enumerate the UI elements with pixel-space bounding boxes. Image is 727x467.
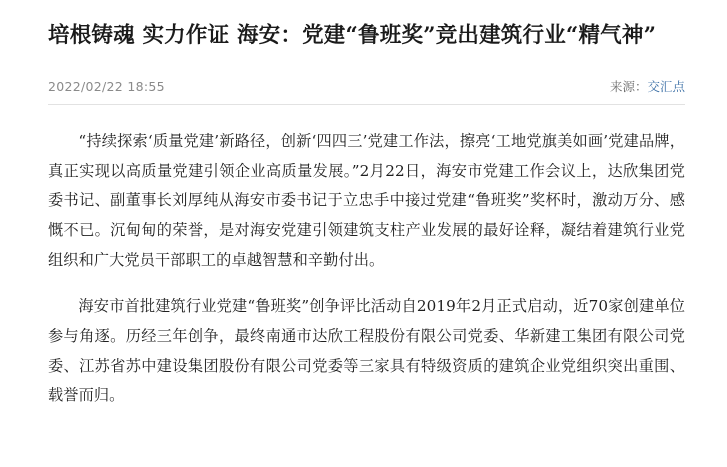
source-link[interactable]: 交汇点: [647, 79, 685, 95]
article-body: [48, 127, 685, 411]
source-label: 来源：: [609, 79, 648, 95]
paragraph: “持续探索‘质量党建’新路径，创新‘四四三’党建工作法，擦亮‘工地党旗美如画’党建品牌，真正实现以高质量党建引领企业高质量发展。”2月22日，海安市党建工作会议上，达欣集团党委书记、副董事长刘厚纯从海安市委书记于立忠手中接过党建“鲁班奖”奖杯时，激动万分、感慨不已。沉甸甸的荣誉，是对海安党建引领建筑支柱产业发展的最好诠释，凝结着建筑行业党组织和广大党员干部职工的卓越智慧和辛勤付出。: [48, 132, 685, 269]
source-info: [610, 77, 685, 95]
article-meta: [48, 77, 685, 105]
publish-date: 2022/02/22 18:55: [48, 78, 165, 94]
paragraph: 海安市首批建筑行业党建“鲁班奖”创争评比活动自2019年2月正式启动，近70家创建单位参与角逐。历经三年创争，最终南通市达欣工程股份有限公司党委、华新建工集团有限公司党委、江苏省苏中建设集团股份有限公司党委等三家具有特级资质的建筑企业党组织突出重围、载誉而归。: [48, 297, 685, 405]
page-title: 培根铸魂 实力作证 海安：党建“鲁班奖”竞出建筑行业“精气神”: [48, 23, 657, 48]
